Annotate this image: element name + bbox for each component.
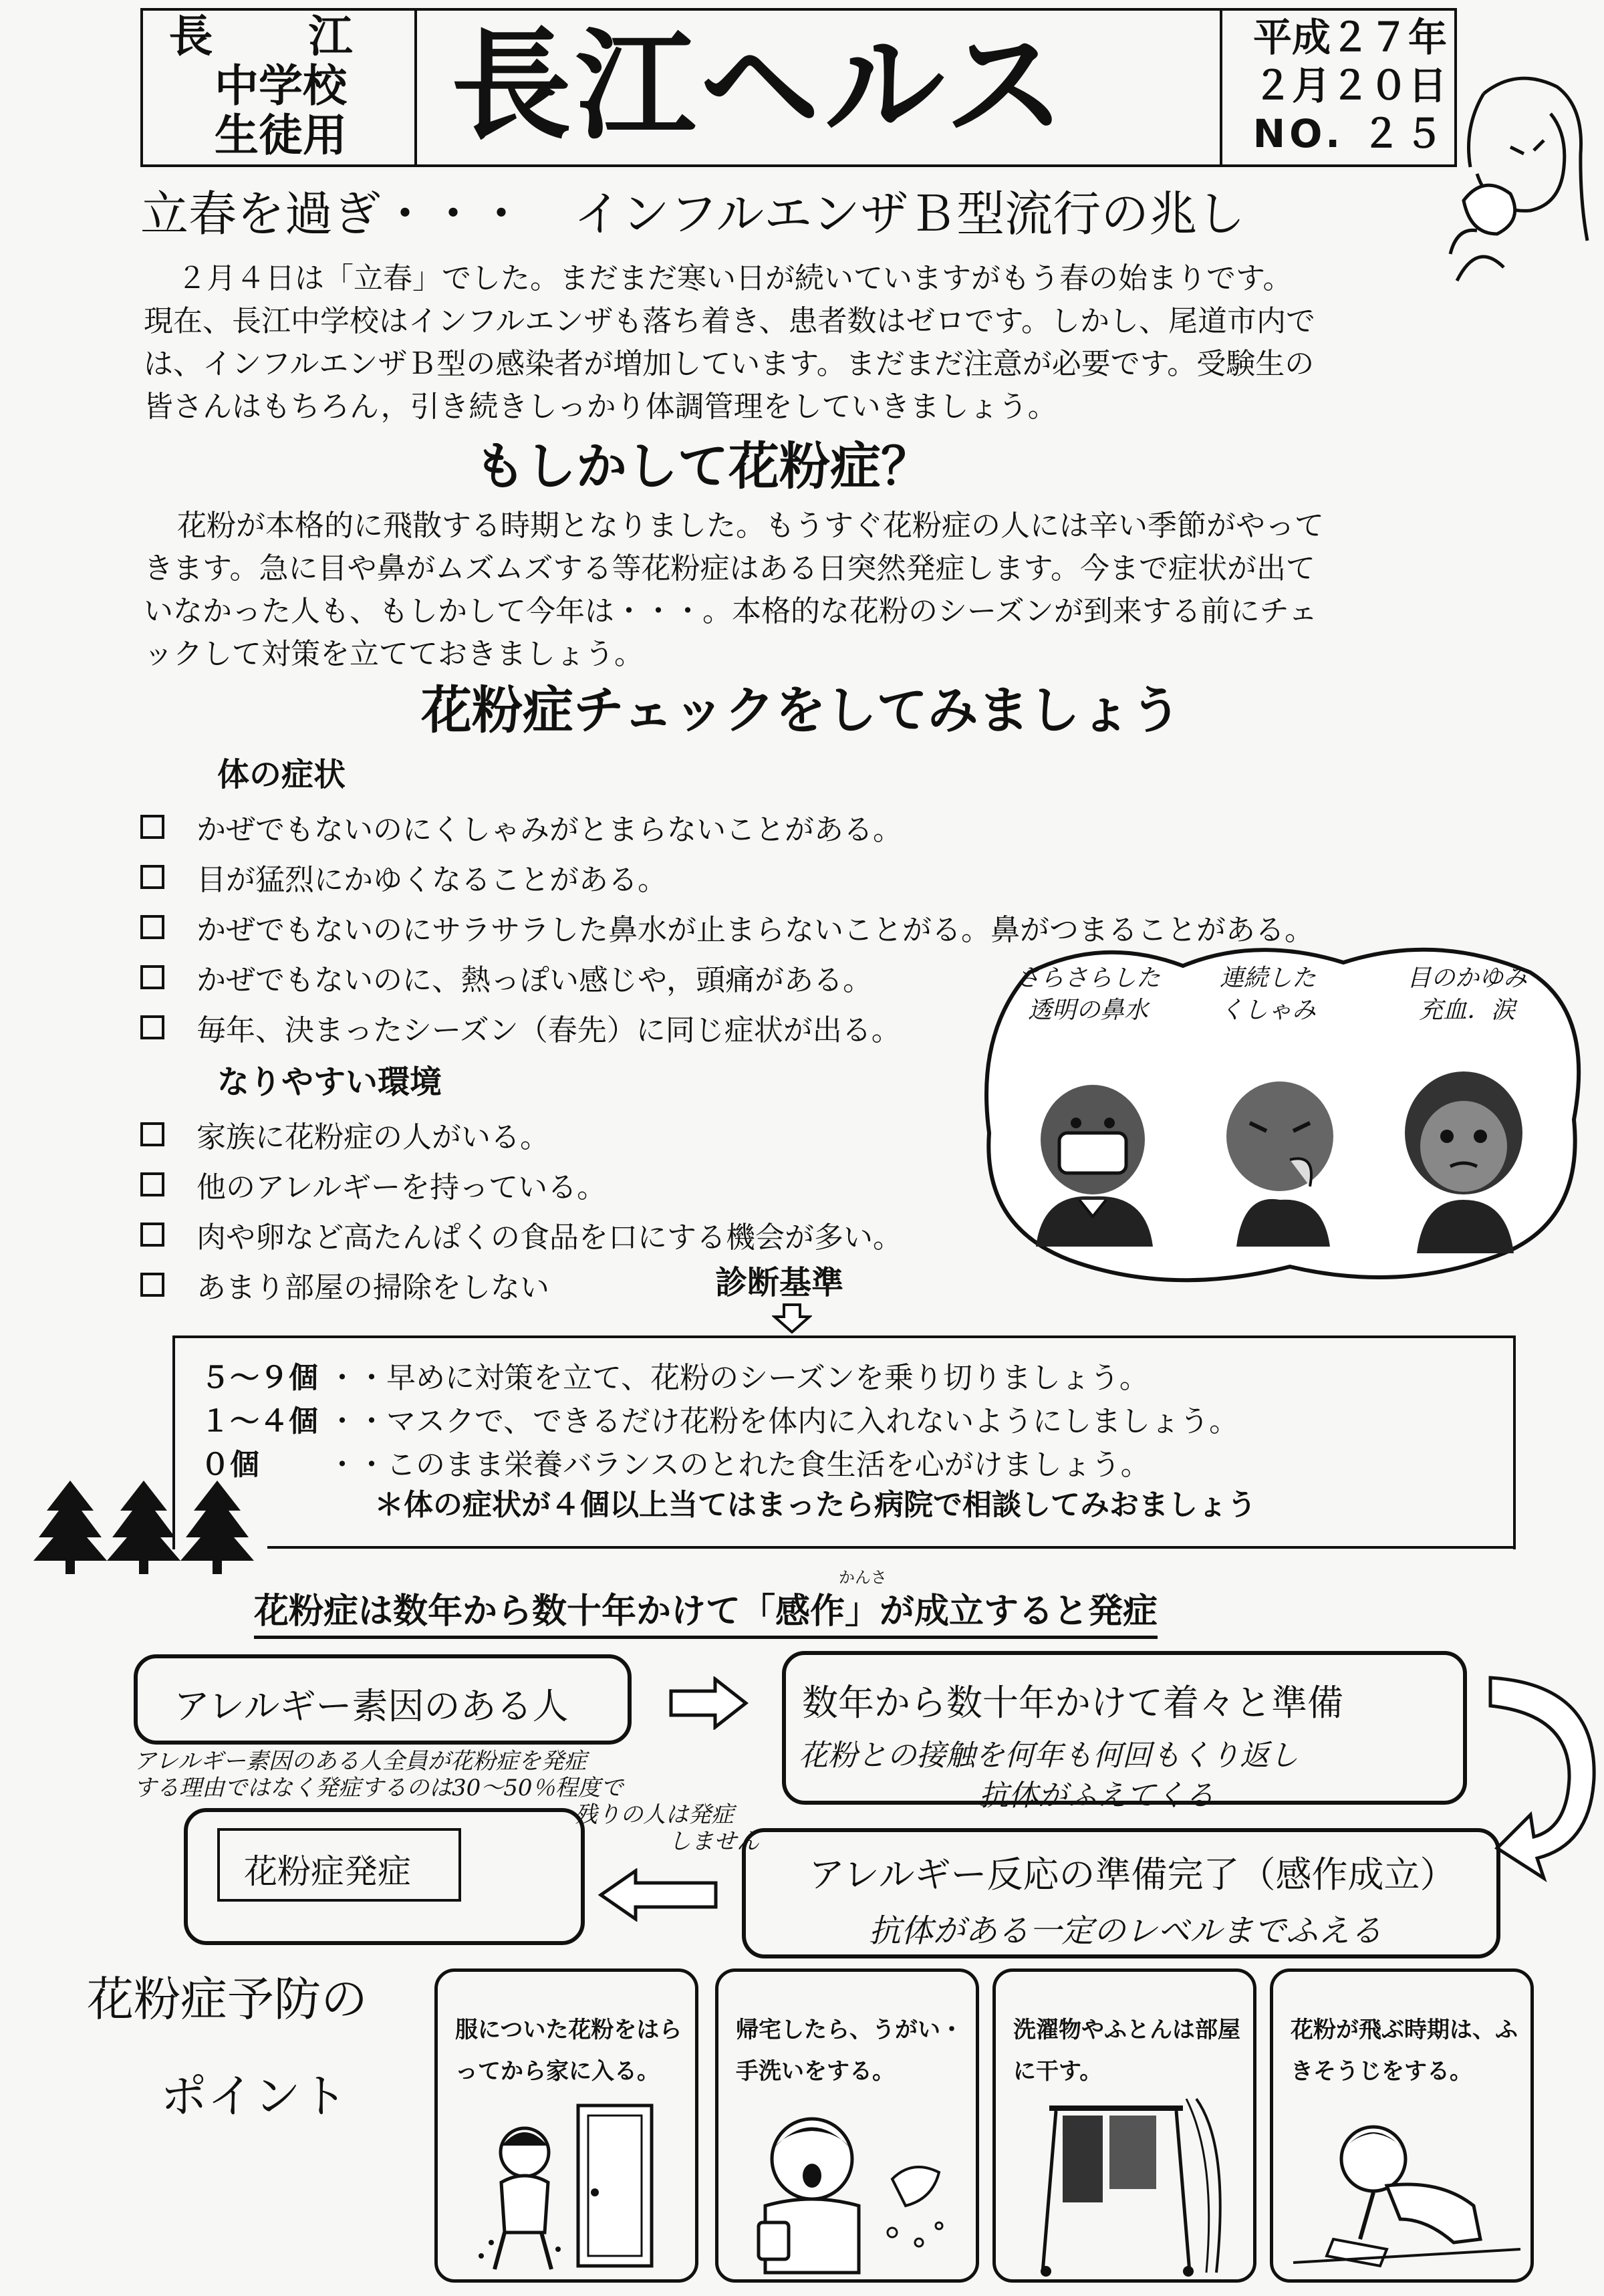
header-divider-right xyxy=(1220,8,1222,167)
criteria-text: ・・マスクで、できるだけ花粉を体内に入れないようにしましょう。 xyxy=(327,1404,1239,1438)
prevention-panel-line: 洗濯物やふとんは部屋 xyxy=(1013,2017,1240,2043)
prevention-panel-laundry xyxy=(992,1968,1256,2283)
prevention-panel-line: ってから家に入る。 xyxy=(455,2058,660,2085)
section2-line-3: いなかった人も、もしかして今年は・・・。本格的な花粉のシーズンが到来する前にチェ xyxy=(144,594,1318,628)
person-wiping-floor-illustration xyxy=(1293,2106,1520,2279)
checklist-item[interactable] xyxy=(140,1163,606,1206)
criteria-label: ５～９個 xyxy=(200,1361,318,1395)
flow-box-ready-text: アレルギー反応の準備完了（感作成立） xyxy=(809,1854,1456,1896)
school-label xyxy=(160,12,401,160)
prevention-panel-line: に干す。 xyxy=(1013,2058,1103,2085)
checklist-item[interactable] xyxy=(140,1213,902,1256)
handwritten-note-line: 残りの人は発症 xyxy=(575,1801,734,1828)
checkbox[interactable] xyxy=(140,1122,164,1146)
flow-box-predisposition-text: アレルギー素因のある人 xyxy=(174,1685,569,1727)
flow-box-onset-text: 花粉症発症 xyxy=(244,1852,411,1891)
issue-date: ２月２０日 xyxy=(1252,63,1447,108)
bubble-label-sneeze xyxy=(1220,963,1316,1027)
handwritten-note-line: する理由ではなく発症するのは30～50％程度で xyxy=(134,1775,624,1801)
bubble-label-line: 透明の鼻水 xyxy=(1028,997,1149,1024)
school-line-1: 長 江 xyxy=(168,11,393,62)
section2-heading: もしかして花粉症？ xyxy=(475,436,932,496)
checkbox[interactable] xyxy=(140,1273,164,1297)
flow-box-preparation-text: 数年から数十年かけて着々と準備 xyxy=(802,1682,1343,1724)
criteria-label: ０個 xyxy=(200,1448,259,1482)
curved-arrow-icon xyxy=(1484,1664,1604,1892)
checkbox[interactable] xyxy=(140,965,164,989)
prevention-panel-line: 花粉が飛ぶ時期は、ふ xyxy=(1291,2017,1518,2043)
environment-title: なりやすい環境 xyxy=(217,1063,442,1101)
prevention-panel-line: 帰宅したら、うがい・ xyxy=(736,2017,963,2043)
checklist-item-text: かぜでもないのに、熱っぽい感じや，頭痛がある。 xyxy=(196,963,873,997)
prevention-panel-line: 手洗いをする。 xyxy=(736,2058,895,2085)
checklist-item[interactable] xyxy=(140,856,667,898)
prevention-panel-brush-off xyxy=(434,1968,698,2283)
flow-box-preparation-note-1: 花粉との接触を何年も何回もくり返し xyxy=(799,1739,1299,1773)
handwritten-note-line: しません xyxy=(668,1828,759,1855)
criteria-label: １～４個 xyxy=(200,1404,318,1438)
bubble-label-itchy-eyes xyxy=(1407,963,1527,1027)
checkbox[interactable] xyxy=(140,1223,164,1247)
prevention-panel-text xyxy=(736,2009,963,2092)
checklist-item-text: 毎年、決まったシーズン（春先）に同じ症状が出る。 xyxy=(196,1013,901,1047)
criteria-note: ＊体の症状が４個以上当てはまったら病院で相談してみおましょう xyxy=(374,1488,1256,1522)
checklist-item-text: 他のアレルギーを持っている。 xyxy=(196,1170,607,1204)
checkbox[interactable] xyxy=(140,915,164,939)
issue-info xyxy=(1243,13,1457,158)
checklist-item[interactable] xyxy=(140,805,902,848)
criteria-row xyxy=(200,1440,1150,1483)
prevention-panel-text xyxy=(455,2009,682,2092)
checkbox[interactable] xyxy=(140,815,164,839)
checkbox[interactable] xyxy=(140,1015,164,1039)
prevention-title-1: 花粉症予防の xyxy=(87,1972,368,2027)
person-at-door-illustration xyxy=(464,2099,678,2279)
sneezing-girl-illustration xyxy=(1437,67,1597,287)
checklist-item-text: あまり部屋の掃除をしない xyxy=(196,1271,549,1305)
school-line-3: 生徒用 xyxy=(215,110,347,161)
section2-line-1: 花粉が本格的に飛散する時期となりました。もうすぐ花粉症の人には辛い季節がやって xyxy=(177,509,1324,543)
criteria-bottom-rule xyxy=(267,1546,1516,1549)
prevention-panel-gargle xyxy=(715,1968,979,2283)
checklist-item[interactable] xyxy=(140,1263,549,1306)
criteria-row xyxy=(200,1354,1149,1396)
prevention-title-2: ポイント xyxy=(160,2069,348,2124)
section2-body xyxy=(144,505,1324,676)
newsletter-title: 長江ヘルス xyxy=(451,17,1069,156)
bubble-label-line: 連続した xyxy=(1220,965,1317,992)
issue-year: 平成２７年 xyxy=(1252,15,1447,60)
checklist-item-text: 家族に花粉症の人がいる。 xyxy=(196,1120,549,1154)
criteria-text: ・・このまま栄養バランスのとれた食生活を心がけましょう。 xyxy=(327,1448,1150,1482)
down-arrow-icon xyxy=(772,1303,812,1333)
prevention-panel-wipe xyxy=(1270,1968,1534,2283)
left-arrow-icon xyxy=(598,1868,718,1922)
section2-line-2: きます。急に目や鼻がムズムズする等花粉症はある日突然発症します。今まで症状が出て xyxy=(144,551,1315,586)
section1-line-2: 現在、長江中学校はインフルエンザも落ち着き、患者数はゼロです。しかし、尾道市内で xyxy=(144,304,1315,338)
criteria-text: ・・早めに対策を立て、花粉のシーズンを乗り切りましょう。 xyxy=(327,1361,1149,1395)
checkbox[interactable] xyxy=(140,865,164,889)
flow-box-ready-note: 抗体がある一定のレベルまでふえる xyxy=(869,1912,1383,1950)
school-line-2: 中学校 xyxy=(215,60,347,112)
issue-number: NO. ２５ xyxy=(1252,111,1448,156)
criteria-title: 診断基準 xyxy=(715,1264,844,1301)
section1-line-3: は、インフルエンザＢ型の感染者が増加しています。まだまだ注意が必要です。受験生の xyxy=(144,347,1315,381)
section1-heading: 立春を過ぎ・・・ インフルエンザＢ型流行の兆し xyxy=(140,186,1246,242)
criteria-row xyxy=(200,1397,1238,1440)
bubble-label-line: さらさらした xyxy=(1016,965,1161,992)
person-gargling-illustration xyxy=(739,2099,966,2279)
checklist-heading: 花粉症チェックをしてみましょう xyxy=(421,680,1182,740)
section1-body xyxy=(144,257,1315,428)
bubble-label-line: 充血．涙 xyxy=(1419,997,1516,1024)
section1-line-1: ２月４日は「立春」でした。まだまだ寒い日が続いていますがもう春の始まりです。 xyxy=(177,261,1293,295)
right-arrow-icon xyxy=(668,1676,749,1730)
header-divider-left xyxy=(414,8,417,167)
flow-title: 花粉症は数年から数十年かけて「感作」が成立すると発症 xyxy=(254,1583,1158,1639)
checklist-item-text: かぜでもないのにサラサラした鼻水が止まらないことがる。鼻がつまることがある。 xyxy=(196,913,1314,947)
indoor-drying-rack-illustration xyxy=(1016,2092,1243,2279)
checklist-item[interactable] xyxy=(140,956,872,999)
prevention-panel-line: 服についた花粉をはら xyxy=(455,2017,682,2043)
body-symptoms-title: 体の症状 xyxy=(217,756,346,793)
flow-title-ruby: かんさ xyxy=(839,1568,887,1587)
checklist-item-text: 目が猛烈にかゆくなることがある。 xyxy=(196,863,667,897)
checkbox[interactable] xyxy=(140,1172,164,1196)
checklist-item-text: 肉や卵など高たんぱくの食品を口にする機会が多い。 xyxy=(196,1221,902,1255)
checklist-item[interactable] xyxy=(140,1006,901,1049)
prevention-panel-line: きそうじをする。 xyxy=(1291,2058,1472,2085)
bubble-label-line: 目のかゆみ xyxy=(1407,965,1528,992)
bubble-label-line: くしゃみ xyxy=(1220,997,1317,1024)
bubble-label-runny-nose xyxy=(1016,963,1160,1027)
checklist-item-text: かぜでもないのにくしゃみがとまらないことがある。 xyxy=(196,813,902,847)
prevention-panel-text xyxy=(1291,2009,1518,2092)
flow-box-preparation-note-2: 抗体がふえてくる xyxy=(979,1779,1214,1813)
prevention-panel-text xyxy=(1013,2009,1240,2092)
handwritten-note-line: アレルギー素因のある人全員が花粉症を発症 xyxy=(134,1748,587,1775)
checklist-item[interactable] xyxy=(140,1113,549,1156)
section2-line-4: ックして対策を立てておきましょう。 xyxy=(144,637,644,671)
pine-trees-icon xyxy=(33,1481,254,1574)
section1-line-4: 皆さんはもちろん，引き続きしっかり体調管理をしていきましょう。 xyxy=(144,390,1057,424)
